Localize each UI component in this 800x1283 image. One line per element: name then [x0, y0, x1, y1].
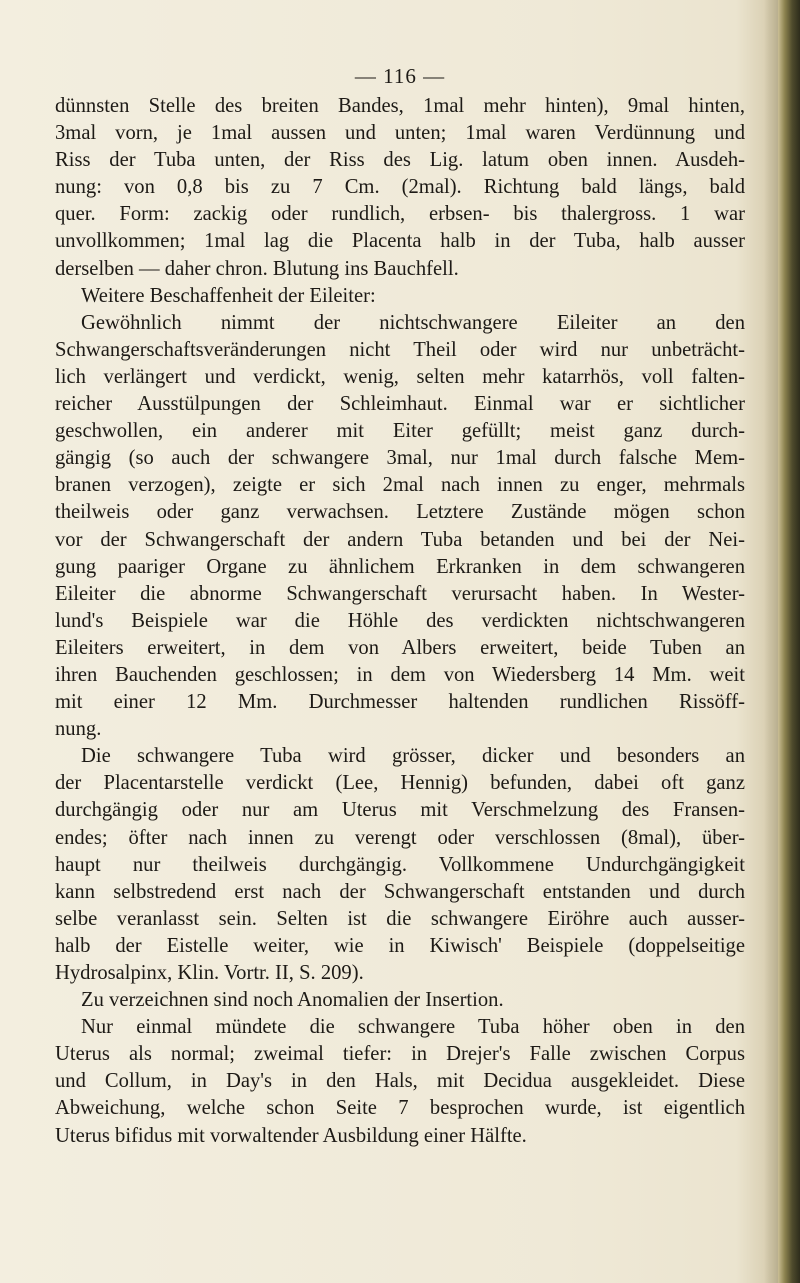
- text-line: Nur einmal mündete die schwangere Tuba höher oben in den: [81, 1016, 745, 1039]
- text-line: gung paariger Organe zu ähnlichem Erkranken in dem schwangeren: [55, 555, 745, 578]
- text-line: Zu verzeichnen sind noch Anomalien der Insertion.: [81, 989, 504, 1012]
- text-line: der Placentarstelle verdickt (Lee, Hennig) befunden, dabei oft ganz: [55, 772, 745, 795]
- text-line: Hydrosalpinx, Klin. Vortr. II, S. 209).: [55, 962, 364, 984]
- text-line: und Collum, in Day's in den Hals, mit Decidua ausgekleidet. Diese: [55, 1070, 745, 1093]
- text-line: dünnsten Stelle des breiten Bandes, 1mal mehr hinten), 9mal hinten,: [55, 95, 745, 117]
- text-line: mit einer 12 Mm. Durchmesser haltenden rundlichen Rissöff-: [55, 691, 745, 714]
- text-line: nung.: [55, 718, 102, 741]
- text-line: Die schwangere Tuba wird grösser, dicker und besonders an: [81, 745, 745, 768]
- text-line: Gewöhnlich nimmt der nichtschwangere Eileiter an den: [81, 311, 745, 334]
- text-line: Uterus bifidus mit vorwaltender Ausbildung einer Hälfte.: [55, 1124, 527, 1147]
- text-line: Weitere Beschaffenheit der Eileiter:: [81, 284, 376, 307]
- text-line: lich verlängert und verdickt, wenig, selten mehr katarrhös, voll falten-: [55, 365, 745, 388]
- text-line: Riss der Tuba unten, der Riss des Lig. latum oben innen. Ausdeh-: [55, 149, 745, 172]
- text-line: haupt nur theilweis durchgängig. Vollkommene Undurchgängigkeit: [55, 853, 745, 876]
- text-line: 3mal vorn, je 1mal aussen und unten; 1mal waren Verdünnung und: [55, 122, 745, 145]
- text-line: branen verzogen), zeigte er sich 2mal nach innen zu enger, mehrmals: [55, 474, 745, 497]
- text-line: lund's Beispiele war die Höhle des verdickten nichtschwangeren: [55, 609, 745, 632]
- text-line: nung: von 0,8 bis zu 7 Cm. (2mal). Richtung bald längs, bald: [55, 176, 745, 199]
- text-line: quer. Form: zackig oder rundlich, erbsen- bis thalergross. 1 war: [55, 203, 745, 226]
- page-number-header: — 116 —: [354, 64, 446, 88]
- text-line: theilweis oder ganz verwachsen. Letztere Zustände mögen schon: [55, 501, 745, 524]
- text-line: vor der Schwangerschaft der andern Tuba betanden und bei der Nei-: [55, 528, 745, 551]
- text-line: selbe veranlasst sein. Selten ist die schwangere Eiröhre auch ausser-: [55, 907, 745, 930]
- text-line: reicher Ausstülpungen der Schleimhaut. Einmal war er sichtlicher: [55, 393, 745, 416]
- text-line: endes; öfter nach innen zu verengt oder verschlossen (8mal), über-: [55, 826, 745, 849]
- text-line: gängig (so auch der schwangere 3mal, nur 1mal durch falsche Mem-: [55, 447, 745, 470]
- text-line: geschwollen, ein anderer mit Eiter gefüllt; meist ganz durch-: [55, 420, 745, 443]
- body-text: [55, 93, 745, 1150]
- text-line: Eileiters erweitert, in dem von Albers erweitert, beide Tuben an: [55, 636, 745, 659]
- text-line: kann selbstredend erst nach der Schwangerschaft entstanden und durch: [55, 880, 745, 903]
- text-line: Uterus als normal; zweimal tiefer: in Drejer's Falle zwischen Corpus: [55, 1043, 745, 1066]
- text-line: halb der Eistelle weiter, wie in Kiwisch' Beispiele (doppelseitige: [55, 934, 745, 957]
- book-binding-edge: [778, 0, 800, 1283]
- text-line: Eileiter die abnorme Schwangerschaft verursacht haben. In Wester-: [55, 582, 745, 605]
- page-edge-shadow: [764, 0, 778, 1283]
- text-line: derselben — daher chron. Blutung ins Bauchfell.: [55, 257, 459, 280]
- text-line: ihren Bauchenden geschlossen; in dem von Wiedersberg 14 Mm. weit: [55, 663, 745, 686]
- text-line: Schwangerschaftsveränderungen nicht Theil oder wird nur unbeträcht-: [55, 338, 745, 361]
- text-line: Abweichung, welche schon Seite 7 besprochen wurde, ist eigentlich: [55, 1097, 745, 1120]
- text-line: durchgängig oder nur am Uterus mit Verschmelzung des Fransen-: [55, 799, 745, 822]
- text-line: unvollkommen; 1mal lag die Placenta halb in der Tuba, halb ausser: [55, 230, 745, 253]
